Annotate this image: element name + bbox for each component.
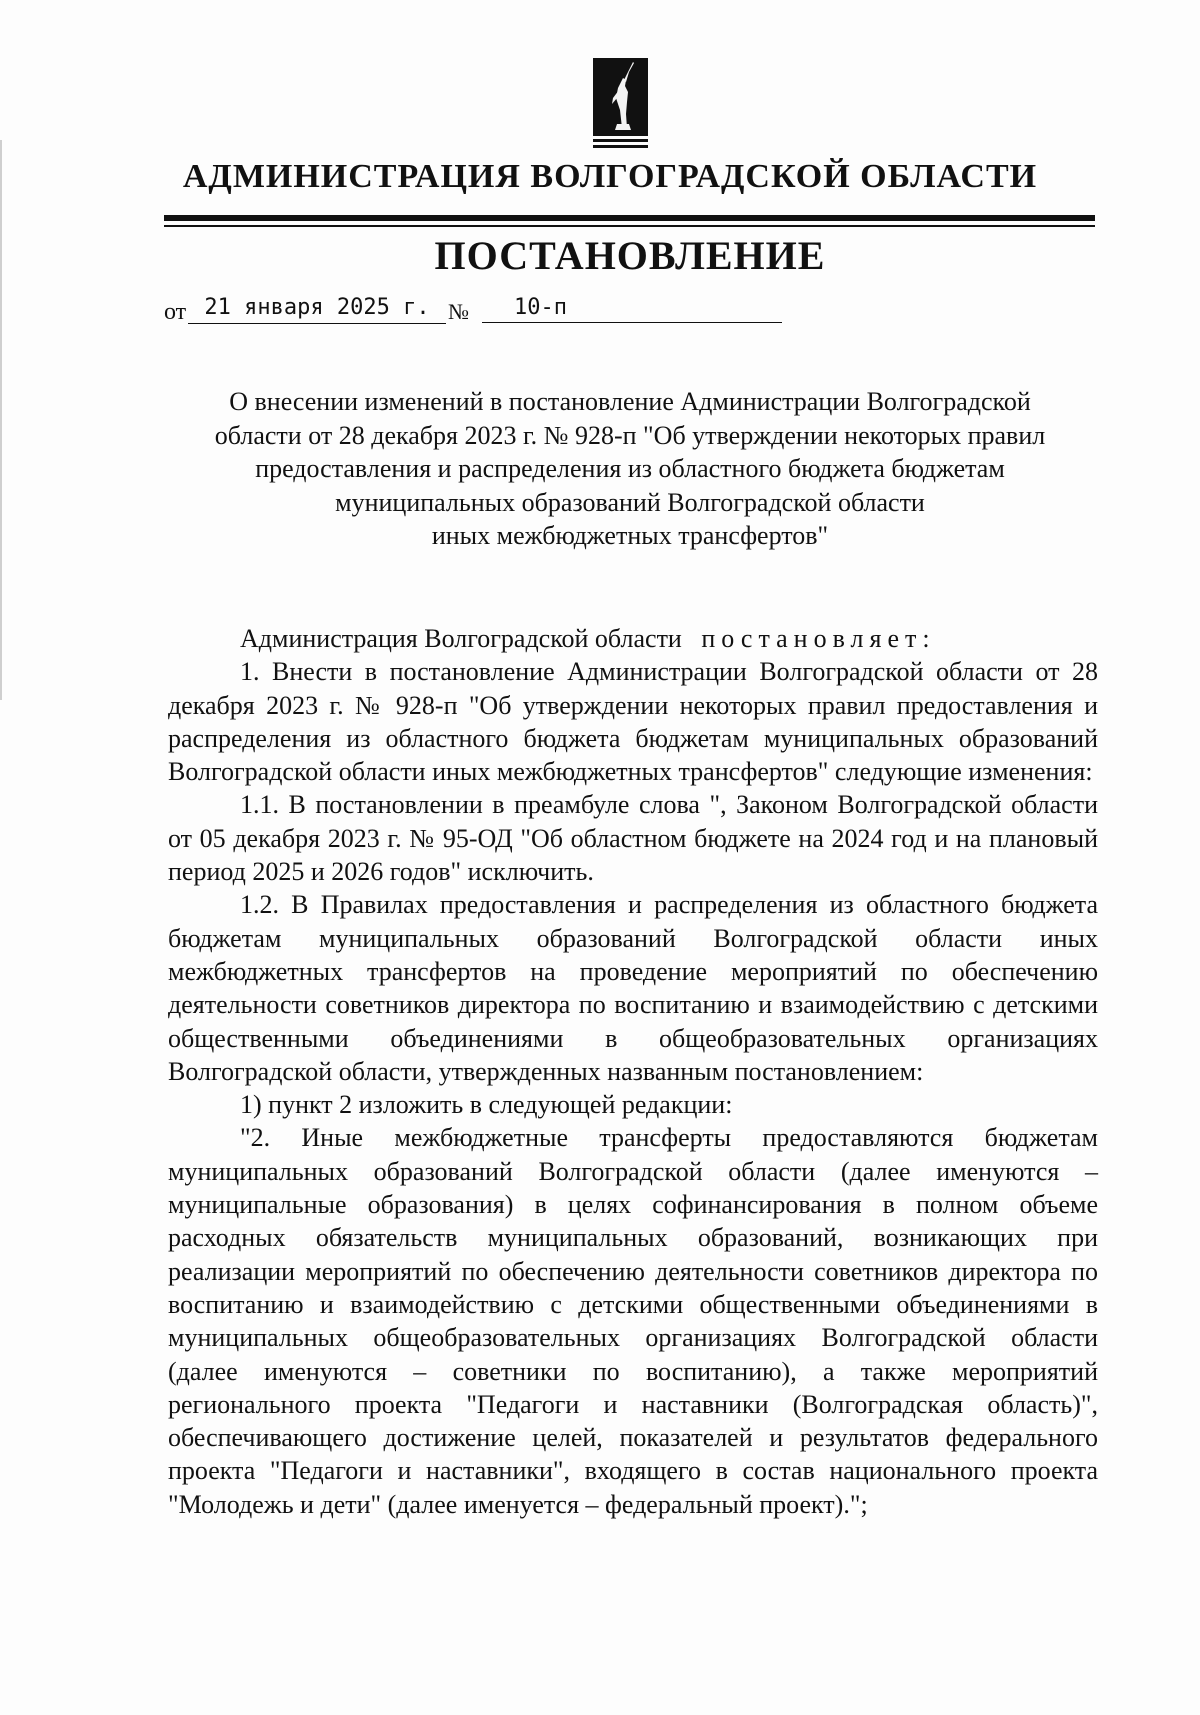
date-value: 21 января 2025 г. bbox=[188, 295, 446, 324]
paragraph-quote-2: "2. Иные межбюджетные трансферты предоставляются бюджетам муниципальных образований Волгоградской области (далее именуются – муниципальные образования) в целях софинансирования в полном объеме расходных обязательств муниципальных образований, возникающих при реализации мероприятий по обеспечению деятельности советников директора по воспитанию и взаимодействию с детскими общественными объединениями в муниципальных общеобразовательных организациях Волгоградской области (далее именуются – советники по воспитанию), а также мероприятий регионального проекта "Педагоги и наставники (Волгоградская область)", обеспечивающего достижение целей, показателей и результатов федерального проекта "Педагоги и наставники", входящего в состав национального проекта "Молодежь и дети" (далее именуется – федеральный проект)."; bbox=[168, 1123, 1098, 1519]
header-rule-thin bbox=[164, 225, 1095, 227]
subject-line: О внесении изменений в постановление Администрации Волгоградской bbox=[229, 387, 1031, 416]
header-rule-thick bbox=[164, 215, 1095, 221]
scan-edge-mark bbox=[0, 140, 2, 700]
date-label: от bbox=[164, 299, 187, 325]
paragraph-item-1: 1) пункт 2 изложить в следующей редакции: bbox=[240, 1090, 733, 1120]
subject-line: иных межбюджетных трансфертов" bbox=[431, 521, 829, 550]
volgograd-emblem-icon bbox=[593, 58, 648, 150]
paragraph-1-1: 1.1. В постановлении в преамбуле слова ", Законом Волгоградской области от 05 декабря 2023 г. № 95-ОД "Об областном бюджете на 2024 год и на плановый период 2025 и 2026 годов" исключить. bbox=[168, 790, 1098, 887]
preamble-subject: Администрация Волгоградской области bbox=[240, 624, 682, 653]
number-label: № bbox=[448, 299, 469, 324]
paragraph-1: 1. Внести в постановление Администрации Волгоградской области от 28 декабря 2023 г. № 928-п "Об утверждении некоторых правил предоставления и распределения из областного бюджета бюджетам муниципальных образований Волгоградской области иных межбюджетных трансфертов" следующие изменения: bbox=[168, 657, 1098, 787]
preamble bbox=[168, 622, 1098, 655]
subject-line: предоставления и распределения из областного бюджета бюджетам bbox=[255, 454, 1005, 483]
preamble-verb: постановляет: bbox=[701, 624, 936, 653]
document-body bbox=[168, 622, 1098, 1521]
number-value: 10-п bbox=[482, 295, 782, 323]
paragraph-1-2: 1.2. В Правилах предоставления и распределения из областного бюджета бюджетам муниципальных образований Волгоградской области иных межбюджетных трансфертов на проведение мероприятий по обеспечению деятельности советников директора по воспитанию и взаимодействию с детскими общественными объединениями в общеобразовательных организациях Волгоградской области, утвержденных названным постановлением: bbox=[168, 890, 1098, 1086]
document-type-title: ПОСТАНОВЛЕНИЕ bbox=[434, 233, 826, 278]
document-subject bbox=[160, 385, 1100, 553]
subject-line: области от 28 декабря 2023 г. № 928-п "Об утверждении некоторых правил bbox=[214, 420, 1046, 450]
subject-line: муниципальных образований Волгоградской области bbox=[335, 487, 925, 517]
organization-title: АДМИНИСТРАЦИЯ ВОЛГОГРАДСКОЙ ОБЛАСТИ bbox=[182, 158, 1038, 195]
